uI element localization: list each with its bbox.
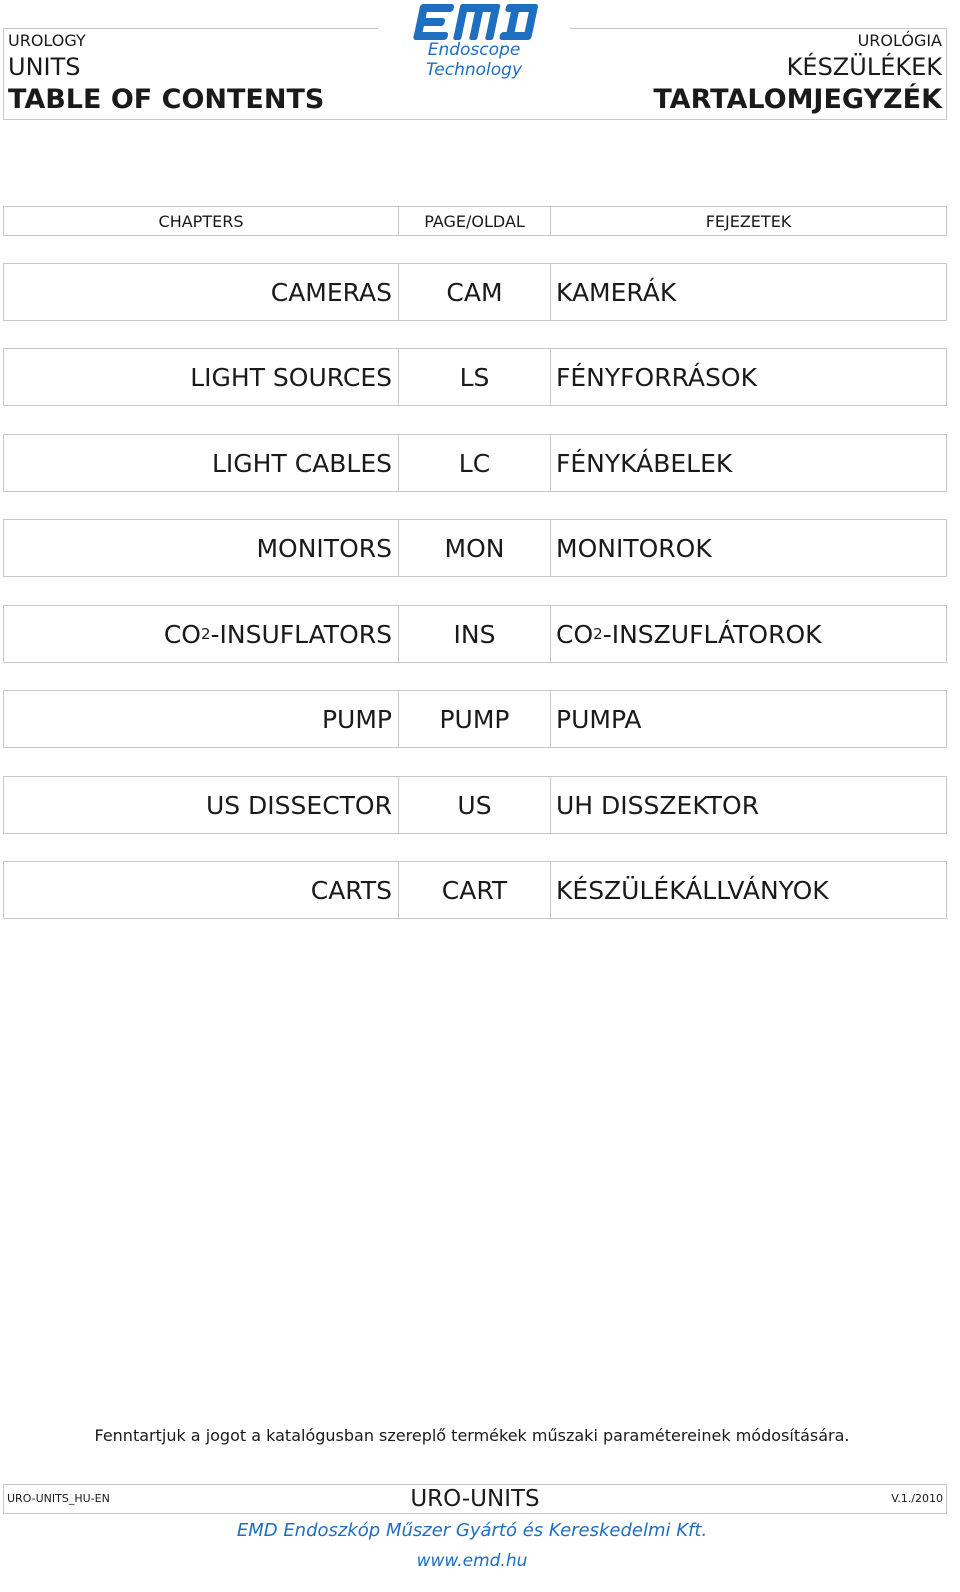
chapter-hu-prefix: CO: [556, 619, 594, 649]
header-left-line2: UNITS: [8, 53, 81, 81]
col-header-chapters: CHAPTERS: [4, 207, 399, 235]
page-footer: [3, 1484, 947, 1514]
logo-tagline: Endoscope Technology: [425, 40, 522, 80]
chapter-hu: MONITOROK: [556, 533, 712, 563]
chapter-page: PUMP: [399, 691, 551, 747]
header-right-line2: KÉSZÜLÉKEK: [786, 53, 942, 81]
table-header-row: [3, 206, 947, 236]
header-left: [8, 31, 324, 117]
col-header-fejezetek: FEJEZETEK: [705, 211, 792, 231]
table-row: [3, 434, 947, 492]
table-row: [3, 690, 947, 748]
chapter-en-prefix: CO: [163, 619, 201, 649]
emd-logo: [378, 0, 570, 80]
footer-doc-code: URO-UNITS_HU-EN: [7, 1492, 110, 1505]
header-right: [653, 31, 942, 117]
chapter-hu: UH DISSZEKTOR: [556, 790, 760, 820]
chapter-en-suffix: -INSUFLATORS: [210, 619, 392, 649]
chapter-en: US DISSECTOR: [4, 777, 399, 833]
table-row: [3, 776, 947, 834]
footer-version: V.1./2010: [891, 1492, 943, 1505]
chapter-page: LS: [399, 349, 551, 405]
table-row: [3, 519, 947, 577]
table-row: [3, 348, 947, 406]
chapter-hu-suffix: -INSZUFLÁTOROK: [602, 619, 822, 649]
chapter-en: CAMERAS: [4, 264, 399, 320]
chapter-page: CAM: [399, 264, 551, 320]
chapter-en: LIGHT SOURCES: [4, 349, 399, 405]
notice-text: Fenntartjuk a jogot a katalógusban szereplő termékek műszaki paramétereinek módosítására.: [94, 1426, 850, 1445]
chapter-en: LIGHT CABLES: [4, 435, 399, 491]
header-right-title: TARTALOMJEGYZÉK: [653, 84, 942, 115]
chapter-page: MON: [399, 520, 551, 576]
emd-logo-icon: [409, 2, 539, 42]
chapter-page: CART: [399, 862, 551, 918]
col-header-page: PAGE/OLDAL: [399, 207, 551, 235]
chapter-en: PUMP: [4, 691, 399, 747]
chapter-hu: KÉSZÜLÉKÁLLVÁNYOK: [556, 875, 829, 905]
chapter-en: CARTS: [4, 862, 399, 918]
header-left-line1: UROLOGY: [8, 31, 86, 50]
chapter-page: INS: [399, 606, 551, 662]
chapter-hu: CO 2 -INSZUFLÁTOROK: [556, 619, 822, 649]
website-link[interactable]: www.emd.hu: [416, 1551, 528, 1571]
chapter-hu: FÉNYFORRÁSOK: [556, 362, 757, 392]
header-right-line1: UROLÓGIA: [857, 31, 942, 50]
header-left-title: TABLE OF CONTENTS: [8, 84, 325, 115]
table-row: [3, 605, 947, 663]
chapter-page: LC: [399, 435, 551, 491]
company-name: EMD Endoszkóp Műszer Gyártó és Kereskedelmi Kft.: [236, 1520, 708, 1541]
chapter-page: US: [399, 777, 551, 833]
table-row: [3, 861, 947, 919]
chapter-en: CO 2 -INSUFLATORS: [4, 606, 399, 662]
chapter-en: MONITORS: [4, 520, 399, 576]
chapter-hu: FÉNYKÁBELEK: [556, 448, 733, 478]
chapter-hu: PUMPA: [556, 704, 642, 734]
chapter-hu: KAMERÁK: [556, 277, 677, 307]
footer-title: URO-UNITS: [410, 1486, 540, 1512]
table-row: [3, 263, 947, 321]
